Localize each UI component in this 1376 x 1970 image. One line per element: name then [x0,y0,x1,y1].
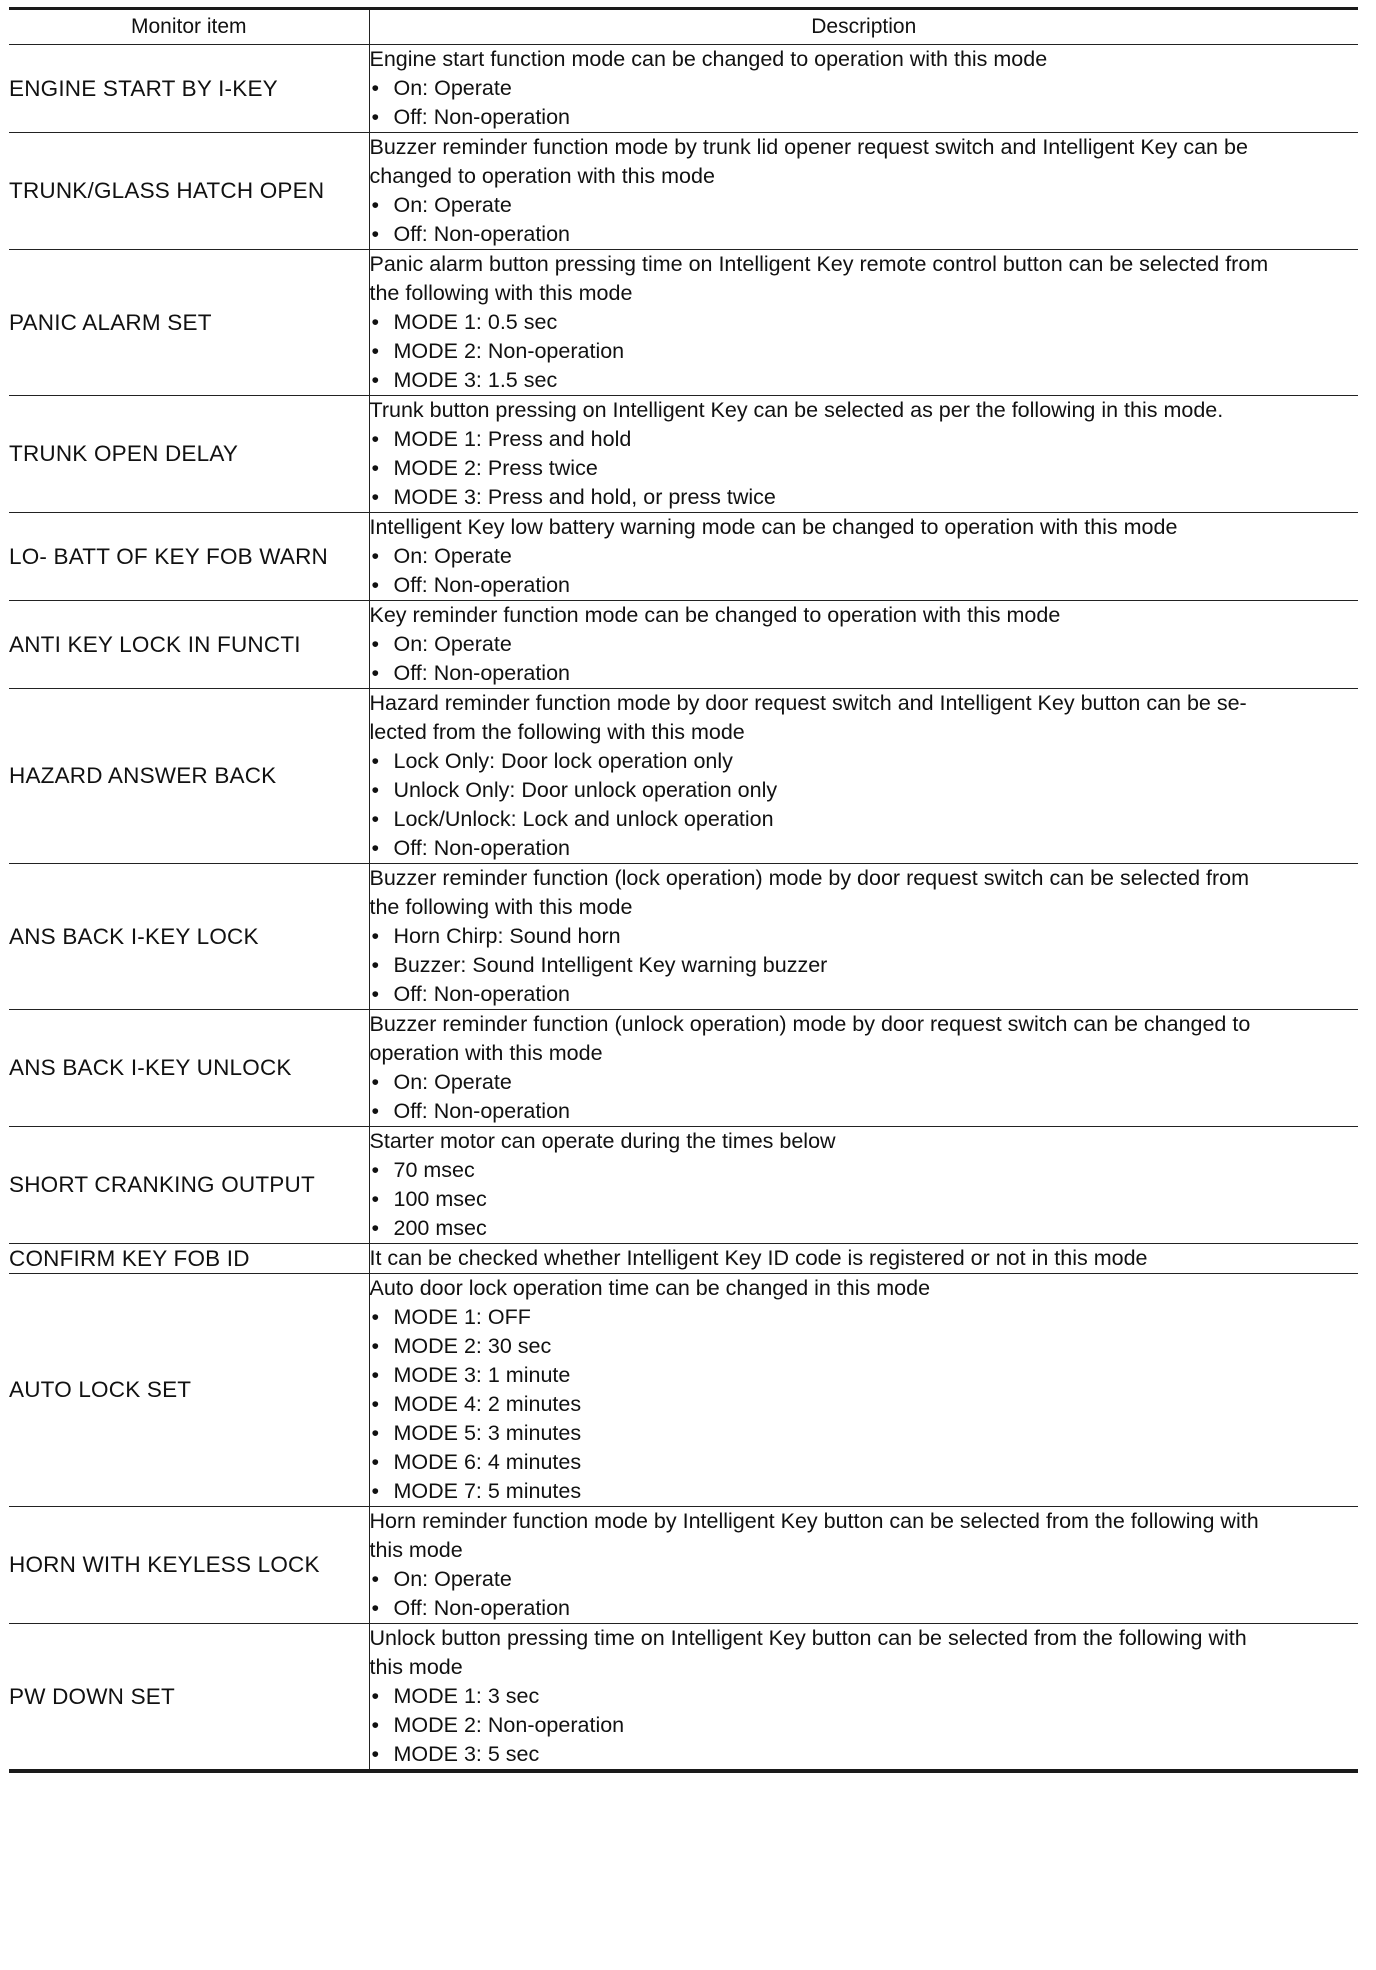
option-list [370,191,1359,249]
list-item [370,776,1359,805]
description-text: operation with this mode [369,1041,603,1065]
description-text: Engine start function mode can be changed to operation with this mode [369,47,1048,71]
bullet-icon: • [371,105,380,129]
list-item-text: On: Operate [393,76,512,100]
table-row [9,396,1358,513]
table-row [9,1244,1358,1274]
list-item-text: Off: Non-operation [393,1099,570,1123]
monitor-item-cell: SHORT CRANKING OUTPUT [9,1127,369,1244]
list-item-text: Off: Non-operation [393,836,570,860]
bullet-icon: • [371,1392,380,1416]
bullet-icon: • [371,1742,380,1766]
bullet-icon: • [371,1099,380,1123]
monitor-item-cell: PW DOWN SET [9,1624,369,1772]
description-cell [369,689,1358,864]
header-monitor-item: Monitor item [9,9,369,45]
bullet-icon: • [371,1479,380,1503]
monitor-item-cell: ANS BACK I-KEY UNLOCK [9,1010,369,1127]
list-item-text: 100 msec [393,1187,487,1211]
description-text: the following with this mode [369,895,633,919]
list-item-text: MODE 1: 3 sec [393,1684,540,1708]
bullet-icon: • [371,1363,380,1387]
list-item [370,1682,1359,1711]
description-cell [369,133,1358,250]
monitor-item-cell: ANS BACK I-KEY LOCK [9,864,369,1010]
description-text: Key reminder function mode can be changed to operation with this mode [369,603,1061,627]
list-item [370,1477,1359,1506]
description-text: lected from the following with this mode [369,720,745,744]
description-cell [369,250,1358,396]
list-item [370,103,1359,132]
option-list [370,1303,1359,1506]
list-item [370,1303,1359,1332]
description-text: Unlock button pressing time on Intelligent Key button can be selected from the following with [369,1626,1247,1650]
list-item [370,630,1359,659]
option-list [370,1565,1359,1623]
list-item [370,454,1359,483]
description-text: Starter motor can operate during the times below [369,1129,836,1153]
bullet-icon: • [371,1187,380,1211]
monitor-item-cell: ENGINE START BY I-KEY [9,45,369,133]
list-item-text: MODE 4: 2 minutes [393,1392,582,1416]
list-item-text: MODE 3: 1.5 sec [393,368,558,392]
description-text: this mode [369,1538,463,1562]
list-item-text: MODE 7: 5 minutes [393,1479,582,1503]
list-item-text: MODE 1: Press and hold [393,427,632,451]
list-item [370,1740,1359,1769]
description-text: Buzzer reminder function (lock operation) mode by door request switch can be selected from [369,866,1250,890]
list-item-text: On: Operate [393,193,512,217]
list-item-text: On: Operate [393,632,512,656]
list-item [370,1594,1359,1623]
description-cell [369,1010,1358,1127]
monitor-table-container [9,7,1358,1773]
list-item [370,308,1359,337]
table-row [9,513,1358,601]
list-item-text: MODE 2: Non-operation [393,339,625,363]
list-item [370,220,1359,249]
list-item-text: MODE 6: 4 minutes [393,1450,582,1474]
list-item-text: MODE 2: 30 sec [393,1334,552,1358]
bullet-icon: • [371,485,380,509]
bullet-icon: • [371,427,380,451]
bullet-icon: • [371,661,380,685]
description-text: changed to operation with this mode [369,164,715,188]
list-item [370,1156,1359,1185]
list-item [370,191,1359,220]
bullet-icon: • [371,1421,380,1445]
list-item [370,747,1359,776]
list-item-text: Lock Only: Door lock operation only [393,749,733,773]
list-item [370,337,1359,366]
description-text: Buzzer reminder function mode by trunk lid opener request switch and Intelligent Key can be [369,135,1248,159]
list-item [370,1332,1359,1361]
description-text: Buzzer reminder function (unlock operation) mode by door request switch can be changed to [369,1012,1251,1036]
list-item-text: Horn Chirp: Sound horn [393,924,621,948]
list-item [370,1185,1359,1214]
description-cell [369,864,1358,1010]
monitor-item-cell: AUTO LOCK SET [9,1274,369,1507]
table-row [9,1274,1358,1507]
list-item-text: MODE 2: Press twice [393,456,598,480]
monitor-item-cell: ANTI KEY LOCK IN FUNCTI [9,601,369,689]
list-item-text: On: Operate [393,1567,512,1591]
description-text: Trunk button pressing on Intelligent Key can be selected as per the following in this mode. [369,398,1224,422]
list-item [370,1711,1359,1740]
table-body [9,45,1358,1772]
bullet-icon: • [371,573,380,597]
bullet-icon: • [371,193,380,217]
monitor-item-cell: PANIC ALARM SET [9,250,369,396]
table-row [9,250,1358,396]
bullet-icon: • [371,1305,380,1329]
bullet-icon: • [371,339,380,363]
list-item [370,366,1359,395]
list-item-text: MODE 1: 0.5 sec [393,310,558,334]
list-item-text: On: Operate [393,1070,512,1094]
list-item-text: Off: Non-operation [393,105,570,129]
table-row [9,689,1358,864]
bullet-icon: • [371,836,380,860]
bullet-icon: • [371,982,380,1006]
description-text: this mode [369,1655,463,1679]
list-item [370,1390,1359,1419]
description-cell [369,45,1358,133]
option-list [370,308,1359,395]
list-item-text: Unlock Only: Door unlock operation only [393,778,778,802]
list-item-text: MODE 3: 1 minute [393,1363,571,1387]
option-list [370,1068,1359,1126]
monitor-item-cell: TRUNK/GLASS HATCH OPEN [9,133,369,250]
bullet-icon: • [371,1684,380,1708]
list-item [370,571,1359,600]
header-description: Description [369,9,1358,45]
bullet-icon: • [371,1713,380,1737]
bullet-icon: • [371,222,380,246]
description-cell [369,1624,1358,1772]
list-item [370,1068,1359,1097]
list-item [370,922,1359,951]
option-list [370,1682,1359,1769]
list-item-text: Off: Non-operation [393,661,570,685]
list-item-text: MODE 3: Press and hold, or press twice [393,485,776,509]
bullet-icon: • [371,953,380,977]
description-text: It can be checked whether Intelligent Key ID code is registered or not in this mode [369,1246,1148,1270]
list-item [370,483,1359,512]
description-cell [369,1244,1358,1274]
option-list [370,425,1359,512]
list-item [370,542,1359,571]
monitor-item-cell: HORN WITH KEYLESS LOCK [9,1507,369,1624]
bullet-icon: • [371,1158,380,1182]
table-row [9,1010,1358,1127]
list-item [370,951,1359,980]
list-item [370,1361,1359,1390]
list-item-text: Off: Non-operation [393,982,570,1006]
list-item-text: MODE 3: 5 sec [393,1742,540,1766]
bullet-icon: • [371,1216,380,1240]
list-item [370,1565,1359,1594]
bullet-icon: • [371,924,380,948]
list-item [370,805,1359,834]
list-item-text: 200 msec [393,1216,487,1240]
bullet-icon: • [371,368,380,392]
bullet-icon: • [371,1596,380,1620]
description-cell [369,513,1358,601]
bullet-icon: • [371,456,380,480]
bullet-icon: • [371,1334,380,1358]
bullet-icon: • [371,544,380,568]
list-item-text: MODE 5: 3 minutes [393,1421,582,1445]
list-item [370,74,1359,103]
list-item [370,1097,1359,1126]
bullet-icon: • [371,807,380,831]
list-item [370,425,1359,454]
option-list [370,630,1359,688]
description-text: the following with this mode [369,281,633,305]
description-text: Intelligent Key low battery warning mode can be changed to operation with this mode [369,515,1178,539]
description-text: Auto door lock operation time can be changed in this mode [369,1276,931,1300]
table-row [9,133,1358,250]
description-cell [369,601,1358,689]
list-item-text: MODE 1: OFF [393,1305,531,1329]
list-item [370,980,1359,1009]
option-list [370,747,1359,863]
list-item-text: Buzzer: Sound Intelligent Key warning buzzer [393,953,828,977]
bullet-icon: • [371,632,380,656]
list-item-text: Off: Non-operation [393,573,570,597]
option-list [370,1156,1359,1243]
monitor-item-table [9,7,1358,1773]
description-cell [369,1507,1358,1624]
bullet-icon: • [371,1450,380,1474]
table-header-row [9,9,1358,45]
description-text: Hazard reminder function mode by door request switch and Intelligent Key button can be se- [369,691,1247,715]
list-item [370,1214,1359,1243]
list-item-text: 70 msec [393,1158,475,1182]
monitor-item-cell: HAZARD ANSWER BACK [9,689,369,864]
description-cell [369,396,1358,513]
list-item [370,1448,1359,1477]
monitor-item-cell: LO- BATT OF KEY FOB WARN [9,513,369,601]
table-row [9,1624,1358,1772]
description-cell [369,1127,1358,1244]
option-list [370,922,1359,1009]
description-text: Panic alarm button pressing time on Intelligent Key remote control button can be selected from [369,252,1269,276]
table-row [9,1507,1358,1624]
bullet-icon: • [371,76,380,100]
bullet-icon: • [371,1567,380,1591]
table-row [9,1127,1358,1244]
list-item [370,1419,1359,1448]
bullet-icon: • [371,310,380,334]
monitor-item-cell: TRUNK OPEN DELAY [9,396,369,513]
option-list [370,542,1359,600]
list-item-text: Off: Non-operation [393,222,570,246]
description-text: Horn reminder function mode by Intelligent Key button can be selected from the following with [369,1509,1259,1533]
table-row [9,45,1358,133]
list-item-text: Off: Non-operation [393,1596,570,1620]
monitor-item-cell: CONFIRM KEY FOB ID [9,1244,369,1274]
list-item-text: On: Operate [393,544,512,568]
list-item-text: MODE 2: Non-operation [393,1713,625,1737]
option-list [370,74,1359,132]
list-item [370,834,1359,863]
bullet-icon: • [371,778,380,802]
list-item [370,659,1359,688]
bullet-icon: • [371,749,380,773]
list-item-text: Lock/Unlock: Lock and unlock operation [393,807,774,831]
table-row [9,601,1358,689]
description-cell [369,1274,1358,1507]
table-row [9,864,1358,1010]
bullet-icon: • [371,1070,380,1094]
